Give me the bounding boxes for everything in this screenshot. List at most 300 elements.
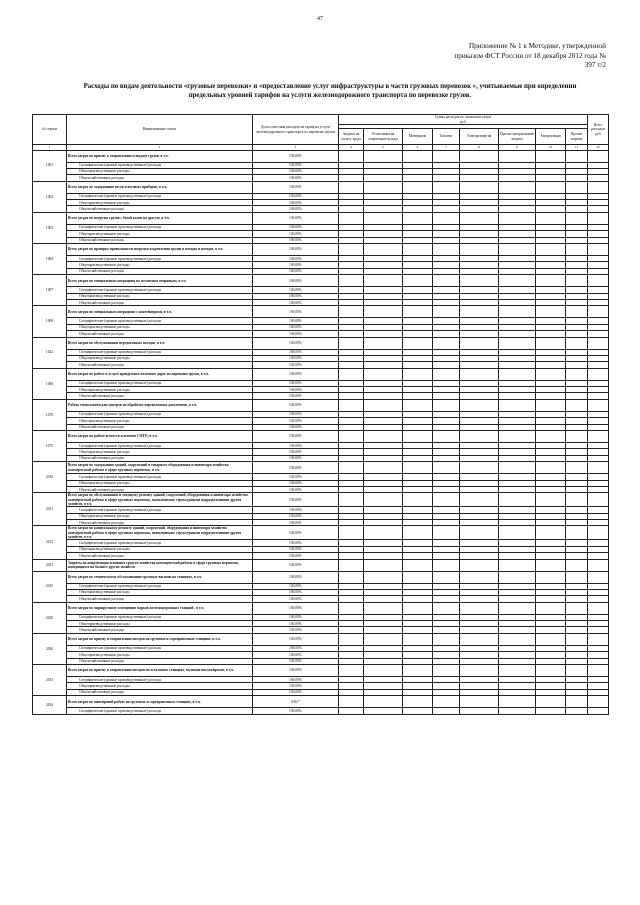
amount-cell	[339, 337, 364, 349]
column-number: 2	[67, 145, 253, 151]
table-row	[33, 368, 609, 380]
amount-cell	[499, 633, 536, 645]
table-row	[33, 337, 609, 349]
amount-cell	[403, 244, 433, 256]
subrow-share: 100,00%	[253, 652, 339, 658]
header-subcol: Затраты на оплату труда	[339, 129, 364, 145]
amount-cell	[499, 431, 536, 443]
header-group-title: Сумма расходов по элементам затрат	[434, 115, 492, 120]
row-code: 2013	[33, 559, 67, 571]
amount-cell	[588, 633, 609, 645]
subrow-name: Общепроизводственные расходы	[67, 449, 253, 455]
amount-cell	[588, 462, 609, 474]
amount-cell	[403, 462, 433, 474]
table-row	[33, 696, 609, 708]
column-number: 6	[403, 145, 433, 151]
row-share: 100,00%	[253, 493, 339, 507]
row-name: Работа технологических центров по обработке перевозочных документов, в т.ч.	[67, 399, 253, 411]
subrow-share: 100,00%	[253, 540, 339, 546]
row-share: 100,00%	[253, 150, 339, 162]
amount-cell	[566, 526, 588, 540]
amount-cell	[403, 602, 433, 614]
table-row	[33, 633, 609, 645]
amount-cell	[536, 559, 566, 571]
subrow-name: Общепроизводственные расходы	[67, 418, 253, 424]
subrow-name: Специфические (прямые производственные) расходы	[67, 474, 253, 480]
subrow-share: 100,00%	[253, 162, 339, 168]
subrow-share: 100,00%	[253, 443, 339, 449]
column-number: 12	[588, 145, 609, 151]
row-share: 100,00%	[253, 306, 339, 318]
amount-cell	[536, 275, 566, 287]
amount-cell	[499, 493, 536, 507]
subrow-name: Общепроизводственные расходы	[67, 262, 253, 268]
amount-cell	[566, 399, 588, 411]
amount-cell	[339, 559, 364, 571]
amount-cell	[536, 633, 566, 645]
subrow-share: 100,00%	[253, 193, 339, 199]
row-code: 2029	[33, 602, 67, 633]
amount-cell	[460, 337, 499, 349]
amount-cell	[536, 665, 566, 677]
amount-cell	[499, 275, 536, 287]
subrow-share: 100,00%	[253, 677, 339, 683]
amount-cell	[403, 665, 433, 677]
subrow-share: 100,00%	[253, 293, 339, 299]
table-header	[33, 115, 609, 151]
amount-cell	[403, 150, 433, 162]
amount-cell	[339, 368, 364, 380]
amount-cell	[339, 306, 364, 318]
amount-cell	[536, 150, 566, 162]
subrow-name: Общехозяйственные расходы	[67, 424, 253, 430]
table-row	[33, 212, 609, 224]
amount-cell	[566, 493, 588, 507]
subrow-share: 100,00%	[253, 487, 339, 493]
header-group-unit: руб	[460, 119, 466, 124]
amount-cell	[339, 431, 364, 443]
amount-cell	[460, 212, 499, 224]
header-subcol: Топливо	[433, 129, 460, 145]
amount-cell	[499, 337, 536, 349]
amount-cell	[364, 399, 403, 411]
subrow-share: 100,00%	[253, 645, 339, 651]
amount-cell	[433, 696, 460, 708]
amount-cell	[339, 212, 364, 224]
amount-cell	[433, 431, 460, 443]
appendix-line-1: Приложение № 1 к Методике, утвержденной	[468, 42, 606, 50]
row-name: Всего затрат по специальным операциям по желаемым отправкам, в т.ч.	[67, 275, 253, 287]
column-number: 4	[339, 145, 364, 151]
row-share: 100,00%	[253, 181, 339, 193]
subrow-name: Общехозяйственные расходы	[67, 455, 253, 461]
subrow-name: Специфические (прямые производственные) расходы	[67, 318, 253, 324]
row-share: 100,00%	[253, 368, 339, 380]
row-name: Всего затрат по содержанию весов и весовых приборов, в т.ч.	[67, 181, 253, 193]
row-share: 100,00%	[253, 633, 339, 645]
amount-cell	[364, 602, 403, 614]
amount-cell	[566, 708, 588, 714]
amount-cell	[536, 368, 566, 380]
subrow-share: 100,00%	[253, 268, 339, 274]
subrow-name: Общепроизводственные расходы	[67, 683, 253, 689]
column-number: 8	[460, 145, 499, 151]
subrow-share: 100,00%	[253, 658, 339, 664]
subrow-share: 100,00%	[253, 355, 339, 361]
subrow-name: Общехозяйственные расходы	[67, 658, 253, 664]
amount-cell	[588, 571, 609, 583]
subrow-share: 100,00%	[253, 299, 339, 305]
amount-cell	[499, 526, 536, 540]
row-share: 100,00%	[253, 602, 339, 614]
row-code: 2010	[33, 462, 67, 493]
amount-cell	[460, 244, 499, 256]
amount-cell	[460, 275, 499, 287]
header-share: Доля отнесения расходов на тариф на услуги железнодорожного транспорта по перевозке грузов	[253, 115, 339, 145]
row-share: 100,00%	[253, 665, 339, 677]
amount-cell	[460, 602, 499, 614]
amount-cell	[566, 337, 588, 349]
row-code: 2011	[33, 493, 67, 526]
row-code: 1008	[33, 306, 67, 337]
subrow-share: 100,00%	[253, 520, 339, 526]
column-number: 11	[566, 145, 588, 151]
table-row	[33, 431, 609, 443]
subrow-name: Общехозяйственные расходы	[67, 331, 253, 337]
subrow-name: Общехозяйственные расходы	[67, 268, 253, 274]
subrow-share: 100,00%	[253, 287, 339, 293]
subrow-name: Общепроизводственные расходы	[67, 293, 253, 299]
subrow-share: 100,00%	[253, 683, 339, 689]
amount-cell	[460, 559, 499, 571]
title-line-1: Расходы по видам деятельности «грузовые перевозки» и «предоставление услуг инфраструктуры в части грузовых перевозок », учитываемые при определении	[83, 83, 577, 90]
amount-cell	[364, 431, 403, 443]
subrow-share: 100,00%	[253, 349, 339, 355]
subrow-share: 100,00%	[253, 380, 339, 386]
row-share: 100,00%	[253, 337, 339, 349]
row-share: 100,00%	[253, 244, 339, 256]
row-name: Всего затрат по специальным операциям с контейнерами, в т.ч.	[67, 306, 253, 318]
amount-cell	[339, 633, 364, 645]
subrow-share: 100,00%	[253, 206, 339, 212]
amount-cell	[364, 212, 403, 224]
table-subrow	[33, 708, 609, 714]
amount-cell	[460, 431, 499, 443]
amount-cell	[536, 306, 566, 318]
row-code: 2033	[33, 665, 67, 696]
amount-cell	[433, 665, 460, 677]
row-name: Всего затрат по приему и отправлению поездов на грузовых и сортировочных станциях, в т.ч.	[67, 633, 253, 645]
row-code: 2030	[33, 633, 67, 664]
amount-cell	[588, 526, 609, 540]
amount-cell	[536, 244, 566, 256]
amount-cell	[403, 571, 433, 583]
subrow-share: 100,00%	[253, 318, 339, 324]
amount-cell	[588, 181, 609, 193]
subrow-name: Специфические (прямые производственные) расходы	[67, 287, 253, 293]
table-row	[33, 150, 609, 162]
row-code: 1003	[33, 212, 67, 243]
subrow-share: 100,00%	[253, 262, 339, 268]
row-share: 100,00%	[253, 212, 339, 224]
subrow-share: 100,00%	[253, 689, 339, 695]
table-body	[33, 150, 609, 714]
amount-cell	[403, 633, 433, 645]
row-share: 64%*	[253, 696, 339, 708]
row-code: 1002	[33, 181, 67, 212]
amount-cell	[403, 181, 433, 193]
subrow-name: Общехозяйственные расходы	[67, 175, 253, 181]
amount-cell	[403, 337, 433, 349]
header-total: Всего расходов руб	[588, 115, 609, 145]
row-share: 100,00%	[253, 399, 339, 411]
amount-cell	[460, 493, 499, 507]
amount-cell	[588, 150, 609, 162]
amount-cell	[460, 708, 499, 714]
subrow-share: 100,00%	[253, 480, 339, 486]
subrow-name: Специфические (прямые производственные) расходы	[67, 614, 253, 620]
subrow-share: 100,00%	[253, 627, 339, 633]
amount-cell	[566, 368, 588, 380]
amount-cell	[339, 708, 364, 714]
amount-cell	[536, 493, 566, 507]
amount-cell	[499, 665, 536, 677]
amount-cell	[566, 462, 588, 474]
subrow-share: 100,00%	[253, 331, 339, 337]
subrow-name: Специфические (прямые производственные) расходы	[67, 380, 253, 386]
subrow-name: Общепроизводственные расходы	[67, 231, 253, 237]
amount-cell	[460, 368, 499, 380]
amount-cell	[566, 602, 588, 614]
title-line-2: предельных уровней тарифов на услуги железнодорожного транспорта по перевозке грузов.	[188, 92, 472, 99]
subrow-name: Специфические (прямые производственные) расходы	[67, 677, 253, 683]
amount-cell	[536, 431, 566, 443]
row-code: 1060	[33, 368, 67, 399]
amount-cell	[566, 559, 588, 571]
amount-cell	[364, 368, 403, 380]
amount-cell	[403, 275, 433, 287]
amount-cell	[460, 696, 499, 708]
amount-cell	[364, 337, 403, 349]
amount-cell	[403, 306, 433, 318]
row-share: 100,00%	[253, 526, 339, 540]
subrow-name: Общепроизводственные расходы	[67, 355, 253, 361]
header-subcol: Прочие материальные затраты	[499, 129, 536, 145]
amount-cell	[364, 275, 403, 287]
subrow-name: Общепроизводственные расходы	[67, 621, 253, 627]
row-name: Всего затрат по работе и услуге арендуемых железных дорог по перевозке грузов, в т.ч.	[67, 368, 253, 380]
amount-cell	[536, 399, 566, 411]
row-name: Всего затрат по обслуживанию передаточных поездов, в т.ч.	[67, 337, 253, 349]
amount-cell	[588, 399, 609, 411]
amount-cell	[536, 571, 566, 583]
table-row	[33, 571, 609, 583]
column-number: 1	[33, 145, 67, 151]
amount-cell	[433, 493, 460, 507]
subrow-share: 100,00%	[253, 621, 339, 627]
amount-cell	[588, 708, 609, 714]
amount-cell	[460, 462, 499, 474]
amount-cell	[403, 431, 433, 443]
subrow-share: 100,00%	[253, 324, 339, 330]
appendix-line-2: приказом ФСТ России от 18 декабря 2012 года №	[454, 51, 606, 60]
subrow-share: 100,00%	[253, 200, 339, 206]
amount-cell	[433, 602, 460, 614]
table-row	[33, 665, 609, 677]
subrow-name: Специфические (прямые производственные) расходы	[67, 507, 253, 513]
column-number: 3	[253, 145, 339, 151]
amount-cell	[536, 337, 566, 349]
amount-cell	[364, 306, 403, 318]
amount-cell	[364, 526, 403, 540]
row-name: Всего затрат по содержанию зданий, сооружений и товарного оборудования и инвентаря хозяйства коммерческой работы в сфере грузовых перевозок, в т.ч.	[67, 462, 253, 474]
amount-cell	[536, 696, 566, 708]
amount-cell	[536, 602, 566, 614]
amount-cell	[499, 696, 536, 708]
subrow-name: Специфические (прямые производственные) расходы	[67, 540, 253, 546]
amount-cell	[536, 708, 566, 714]
amount-cell	[460, 571, 499, 583]
amount-cell	[499, 399, 536, 411]
page-number: 47	[317, 16, 323, 22]
amount-cell	[403, 493, 433, 507]
subrow-share: 100,00%	[253, 589, 339, 595]
amount-cell	[339, 493, 364, 507]
amount-cell	[588, 337, 609, 349]
amount-cell	[403, 526, 433, 540]
amount-cell	[566, 665, 588, 677]
amount-cell	[499, 150, 536, 162]
amount-cell	[433, 306, 460, 318]
amount-cell	[536, 462, 566, 474]
amount-cell	[339, 275, 364, 287]
amount-cell	[499, 306, 536, 318]
amount-cell	[499, 462, 536, 474]
amount-cell	[566, 275, 588, 287]
subrow-name: Общехозяйственные расходы	[67, 596, 253, 602]
header-subcol: Материалы	[403, 129, 433, 145]
amount-cell	[566, 633, 588, 645]
amount-cell	[460, 665, 499, 677]
table-row	[33, 181, 609, 193]
row-code: 1004	[33, 244, 67, 275]
amount-cell	[403, 708, 433, 714]
amount-cell	[566, 696, 588, 708]
expenses-table	[32, 114, 609, 715]
amount-cell	[339, 462, 364, 474]
subrow-share: 100,00%	[253, 708, 339, 714]
subrow-share: 100,00%	[253, 513, 339, 519]
amount-cell	[433, 181, 460, 193]
subrow-name: Специфические (прямые производственные) расходы	[67, 349, 253, 355]
amount-cell	[588, 602, 609, 614]
column-number: 10	[536, 145, 566, 151]
subrow-name: Общехозяйственные расходы	[67, 487, 253, 493]
amount-cell	[364, 696, 403, 708]
subrow-name: Общепроизводственные расходы	[67, 200, 253, 206]
amount-cell	[339, 399, 364, 411]
amount-cell	[499, 559, 536, 571]
amount-cell	[460, 150, 499, 162]
table-row	[33, 399, 609, 411]
amount-cell	[433, 462, 460, 474]
amount-cell	[339, 665, 364, 677]
amount-cell	[339, 571, 364, 583]
subrow-name: Общехозяйственные расходы	[67, 299, 253, 305]
subrow-name: Общехозяйственные расходы	[67, 237, 253, 243]
row-name: Всего затрат по приему к отправлению и выдаче грузов, в т.ч.	[67, 150, 253, 162]
appendix-note	[454, 42, 606, 71]
subrow-name: Общехозяйственные расходы	[67, 393, 253, 399]
amount-cell	[339, 244, 364, 256]
row-share: 100,00%	[253, 275, 339, 287]
header-subcol: Прочие затраты	[566, 129, 588, 145]
amount-cell	[460, 633, 499, 645]
header-subcol: Отчисления на социальные нужды	[364, 129, 403, 145]
subrow-share: 100,00%	[253, 424, 339, 430]
amount-cell	[339, 181, 364, 193]
row-name: Всего затрат по проверке правильности погрузки и крепления грузов в поездах и поездах, в т.ч.	[67, 244, 253, 256]
amount-cell	[339, 150, 364, 162]
row-code: 2034	[33, 696, 67, 714]
amount-cell	[536, 212, 566, 224]
subrow-name: Специфические (прямые производственные) расходы	[67, 162, 253, 168]
row-name: Всего затрат по приему и отправлению поездов на остальных станциях, включая пассажирские, в т.ч.	[67, 665, 253, 677]
amount-cell	[588, 559, 609, 571]
subrow-share: 100,00%	[253, 455, 339, 461]
amount-cell	[499, 368, 536, 380]
subrow-share: 100,00%	[253, 418, 339, 424]
row-name: Всего затрат по маршрутному освещению парков железнодорожных станций , в т.ч.	[67, 602, 253, 614]
row-name: Всего затрат по работе агентств и агентов СФТО, в т.ч.	[67, 431, 253, 443]
amount-cell	[403, 559, 433, 571]
row-name: Всего затрат по капитальному ремонту зданий, сооружений, оборудования и инвентаря хозяйства коммерческой работы в сфере грузовых перевозок, выполняемые структурными подразделениями других хозяйств, в т.ч.	[67, 526, 253, 540]
amount-cell	[499, 602, 536, 614]
table-row	[33, 493, 609, 507]
amount-cell	[566, 212, 588, 224]
subrow-share: 100,00%	[253, 362, 339, 368]
row-code: 1022	[33, 337, 67, 368]
header-subcol: Электроэнергия	[460, 129, 499, 145]
amount-cell	[566, 306, 588, 318]
amount-cell	[433, 399, 460, 411]
table-row	[33, 275, 609, 287]
column-number: 9	[499, 145, 536, 151]
amount-cell	[499, 181, 536, 193]
table-row	[33, 559, 609, 571]
subrow-name: Общехозяйственные расходы	[67, 553, 253, 559]
subrow-name: Специфические (прямые производственные) расходы	[67, 411, 253, 417]
amount-cell	[364, 708, 403, 714]
subrow-name: Специфические (прямые производственные) расходы	[67, 224, 253, 230]
subrow-share: 100,00%	[253, 546, 339, 552]
row-share: 100,00%	[253, 571, 339, 583]
amount-cell	[588, 431, 609, 443]
row-name: Затраты по амортизации основных средств хозяйства коммерческой работы в сфере грузовых перевозок, находящихся на балансе других хозяйств	[67, 559, 253, 571]
document-title	[40, 82, 620, 100]
subrow-share: 100,00%	[253, 393, 339, 399]
amount-cell	[460, 181, 499, 193]
table-row	[33, 462, 609, 474]
amount-cell	[433, 212, 460, 224]
subrow-name: Специфические (прямые производственные) расходы	[67, 583, 253, 589]
amount-cell	[566, 181, 588, 193]
row-code: 2012	[33, 526, 67, 559]
amount-cell	[339, 696, 364, 708]
subrow-name: Специфические (прямые производственные) расходы	[67, 256, 253, 262]
amount-cell	[364, 150, 403, 162]
amount-cell	[460, 306, 499, 318]
